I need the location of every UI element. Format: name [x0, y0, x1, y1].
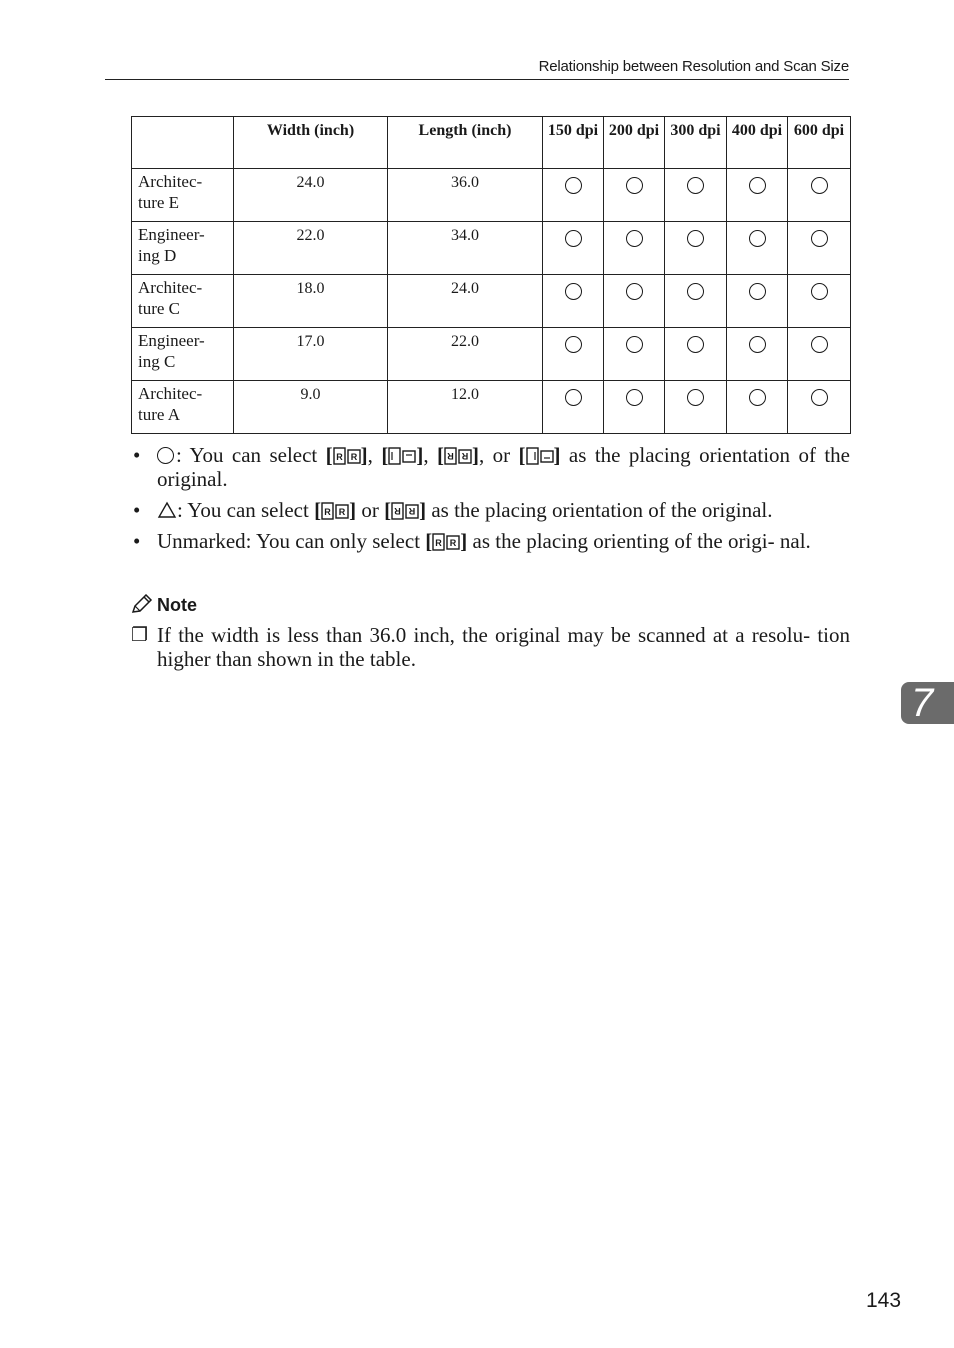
mark-cell	[604, 381, 665, 434]
circle-mark-icon	[749, 336, 766, 353]
header-cell-300dpi: 300 dpi	[665, 117, 727, 169]
orientation-icon	[388, 447, 416, 465]
circle-mark-icon	[811, 336, 828, 353]
row-name-cell: Architec- ture C	[132, 275, 234, 328]
orientation-key-4: [ ]	[518, 443, 561, 467]
table-row	[132, 222, 851, 275]
row-name-cell: Architec- ture E	[132, 169, 234, 222]
row-length-cell: 24.0	[388, 275, 543, 328]
page-header	[105, 57, 849, 80]
mark-cell	[543, 222, 604, 275]
header-cell-200dpi: 200 dpi	[604, 117, 665, 169]
circle-mark-icon	[565, 336, 582, 353]
pencil-note-icon	[131, 594, 153, 614]
row-name-cell: Engineer- ing D	[132, 222, 234, 275]
mark-cell	[727, 169, 788, 222]
mark-cell	[543, 328, 604, 381]
checkbox-bullet-icon: ❐	[131, 625, 149, 646]
orientation-icon	[333, 447, 361, 465]
mark-cell	[604, 169, 665, 222]
row-length-cell: 12.0	[388, 381, 543, 434]
circle-mark-icon	[811, 389, 828, 406]
circle-mark-icon	[626, 389, 643, 406]
circle-mark-icon	[157, 447, 174, 464]
row-length-cell: 34.0	[388, 222, 543, 275]
chapter-tab	[901, 682, 954, 724]
page-number: 143	[866, 1289, 902, 1312]
circle-mark-icon	[687, 283, 704, 300]
circle-mark-icon	[811, 230, 828, 247]
mark-cell	[665, 381, 727, 434]
mark-cell	[665, 169, 727, 222]
header-cell-blank	[132, 117, 234, 169]
resolution-table	[131, 116, 851, 434]
mark-cell	[604, 275, 665, 328]
circle-mark-icon	[749, 177, 766, 194]
table-row	[132, 275, 851, 328]
circle-mark-icon	[565, 177, 582, 194]
mark-cell	[727, 275, 788, 328]
svg-text:R: R	[394, 506, 401, 516]
row-name-cell: Architec- ture A	[132, 381, 234, 434]
bullet-dot-icon: •	[133, 443, 141, 467]
mark-cell	[727, 328, 788, 381]
circle-mark-icon	[626, 283, 643, 300]
circle-mark-icon	[565, 283, 582, 300]
circle-mark-icon	[626, 177, 643, 194]
row-width-cell: 9.0	[234, 381, 388, 434]
circle-mark-icon	[687, 177, 704, 194]
chapter-number: 7	[911, 681, 934, 725]
mark-cell	[543, 381, 604, 434]
circle-mark-icon	[687, 336, 704, 353]
bullet-dot-icon: •	[133, 498, 141, 522]
circle-mark-icon	[749, 230, 766, 247]
mark-cell	[543, 275, 604, 328]
orientation-icon	[432, 533, 460, 551]
table-header-row	[132, 117, 851, 169]
circle-mark-icon	[687, 230, 704, 247]
svg-text:R: R	[338, 507, 346, 517]
svg-text:R: R	[350, 452, 357, 462]
mark-cell	[665, 275, 727, 328]
mark-cell	[604, 222, 665, 275]
svg-text:R: R	[335, 452, 343, 462]
orientation-icon	[391, 502, 419, 520]
header-cell-width: Width (inch)	[234, 117, 388, 169]
circle-mark-icon	[626, 230, 643, 247]
orientation-key-3: [ R R ]	[384, 498, 427, 522]
mark-cell	[788, 381, 851, 434]
circle-mark-icon	[811, 177, 828, 194]
mark-cell	[727, 381, 788, 434]
orientation-key-3: [ R R ]	[436, 443, 479, 467]
circle-mark-icon	[565, 389, 582, 406]
header-title: Relationship between Resolution and Scan Size	[538, 58, 849, 75]
orientation-key-1: [ R R ]	[425, 529, 468, 553]
mark-cell	[604, 328, 665, 381]
circle-mark-icon	[565, 230, 582, 247]
svg-text:R: R	[408, 506, 416, 516]
note-item	[131, 623, 850, 671]
mark-cell	[543, 169, 604, 222]
row-length-cell: 36.0	[388, 169, 543, 222]
legend-item-circle: • : You can select [ R R ], [ ], [ R R ], or [ ] as the placing orientation of the original.	[133, 443, 851, 491]
mark-cell	[788, 328, 851, 381]
svg-text:R: R	[435, 538, 443, 548]
row-width-cell: 22.0	[234, 222, 388, 275]
triangle-mark-icon	[157, 501, 177, 519]
header-cell-length: Length (inch)	[388, 117, 543, 169]
note-heading: Note	[131, 594, 197, 618]
mark-cell	[788, 169, 851, 222]
mark-cell	[665, 222, 727, 275]
note-text: If the width is less than 36.0 inch, the original may be scanned at a resolu- tion higher than shown in the table.	[157, 623, 850, 671]
header-cell-600dpi: 600 dpi	[788, 117, 851, 169]
circle-mark-icon	[811, 283, 828, 300]
table-row	[132, 328, 851, 381]
orientation-icon	[321, 502, 349, 520]
orientation-icon	[526, 447, 554, 465]
row-width-cell: 18.0	[234, 275, 388, 328]
row-width-cell: 17.0	[234, 328, 388, 381]
svg-text:R: R	[447, 451, 454, 461]
row-width-cell: 24.0	[234, 169, 388, 222]
orientation-key-2: [ ]	[381, 443, 424, 467]
orientation-key-1: [ R R ]	[325, 443, 368, 467]
orientation-key-1: [ R R ]	[314, 498, 357, 522]
mark-cell	[665, 328, 727, 381]
circle-mark-icon	[749, 283, 766, 300]
legend-item-triangle: • : You can select [ R R ] or [ R R ] as the placing orientation of the original.	[133, 498, 773, 522]
table-row	[132, 169, 851, 222]
legend-list	[131, 443, 850, 560]
row-name-cell: Engineer- ing C	[132, 328, 234, 381]
legend-item-unmarked: • Unmarked: You can only select [ R R ] as the placing orienting of the origi- nal.	[133, 529, 811, 553]
orientation-icon	[444, 447, 472, 465]
mark-cell	[727, 222, 788, 275]
table-body	[132, 169, 851, 434]
circle-mark-icon	[749, 389, 766, 406]
circle-mark-icon	[687, 389, 704, 406]
mark-cell	[788, 222, 851, 275]
mark-cell	[788, 275, 851, 328]
table-row	[132, 381, 851, 434]
row-length-cell: 22.0	[388, 328, 543, 381]
circle-mark-icon	[626, 336, 643, 353]
header-cell-400dpi: 400 dpi	[727, 117, 788, 169]
svg-text:R: R	[324, 507, 331, 517]
bullet-dot-icon: •	[133, 529, 141, 553]
svg-text:R: R	[450, 538, 457, 548]
svg-text:R: R	[461, 451, 469, 461]
header-cell-150dpi: 150 dpi	[543, 117, 604, 169]
